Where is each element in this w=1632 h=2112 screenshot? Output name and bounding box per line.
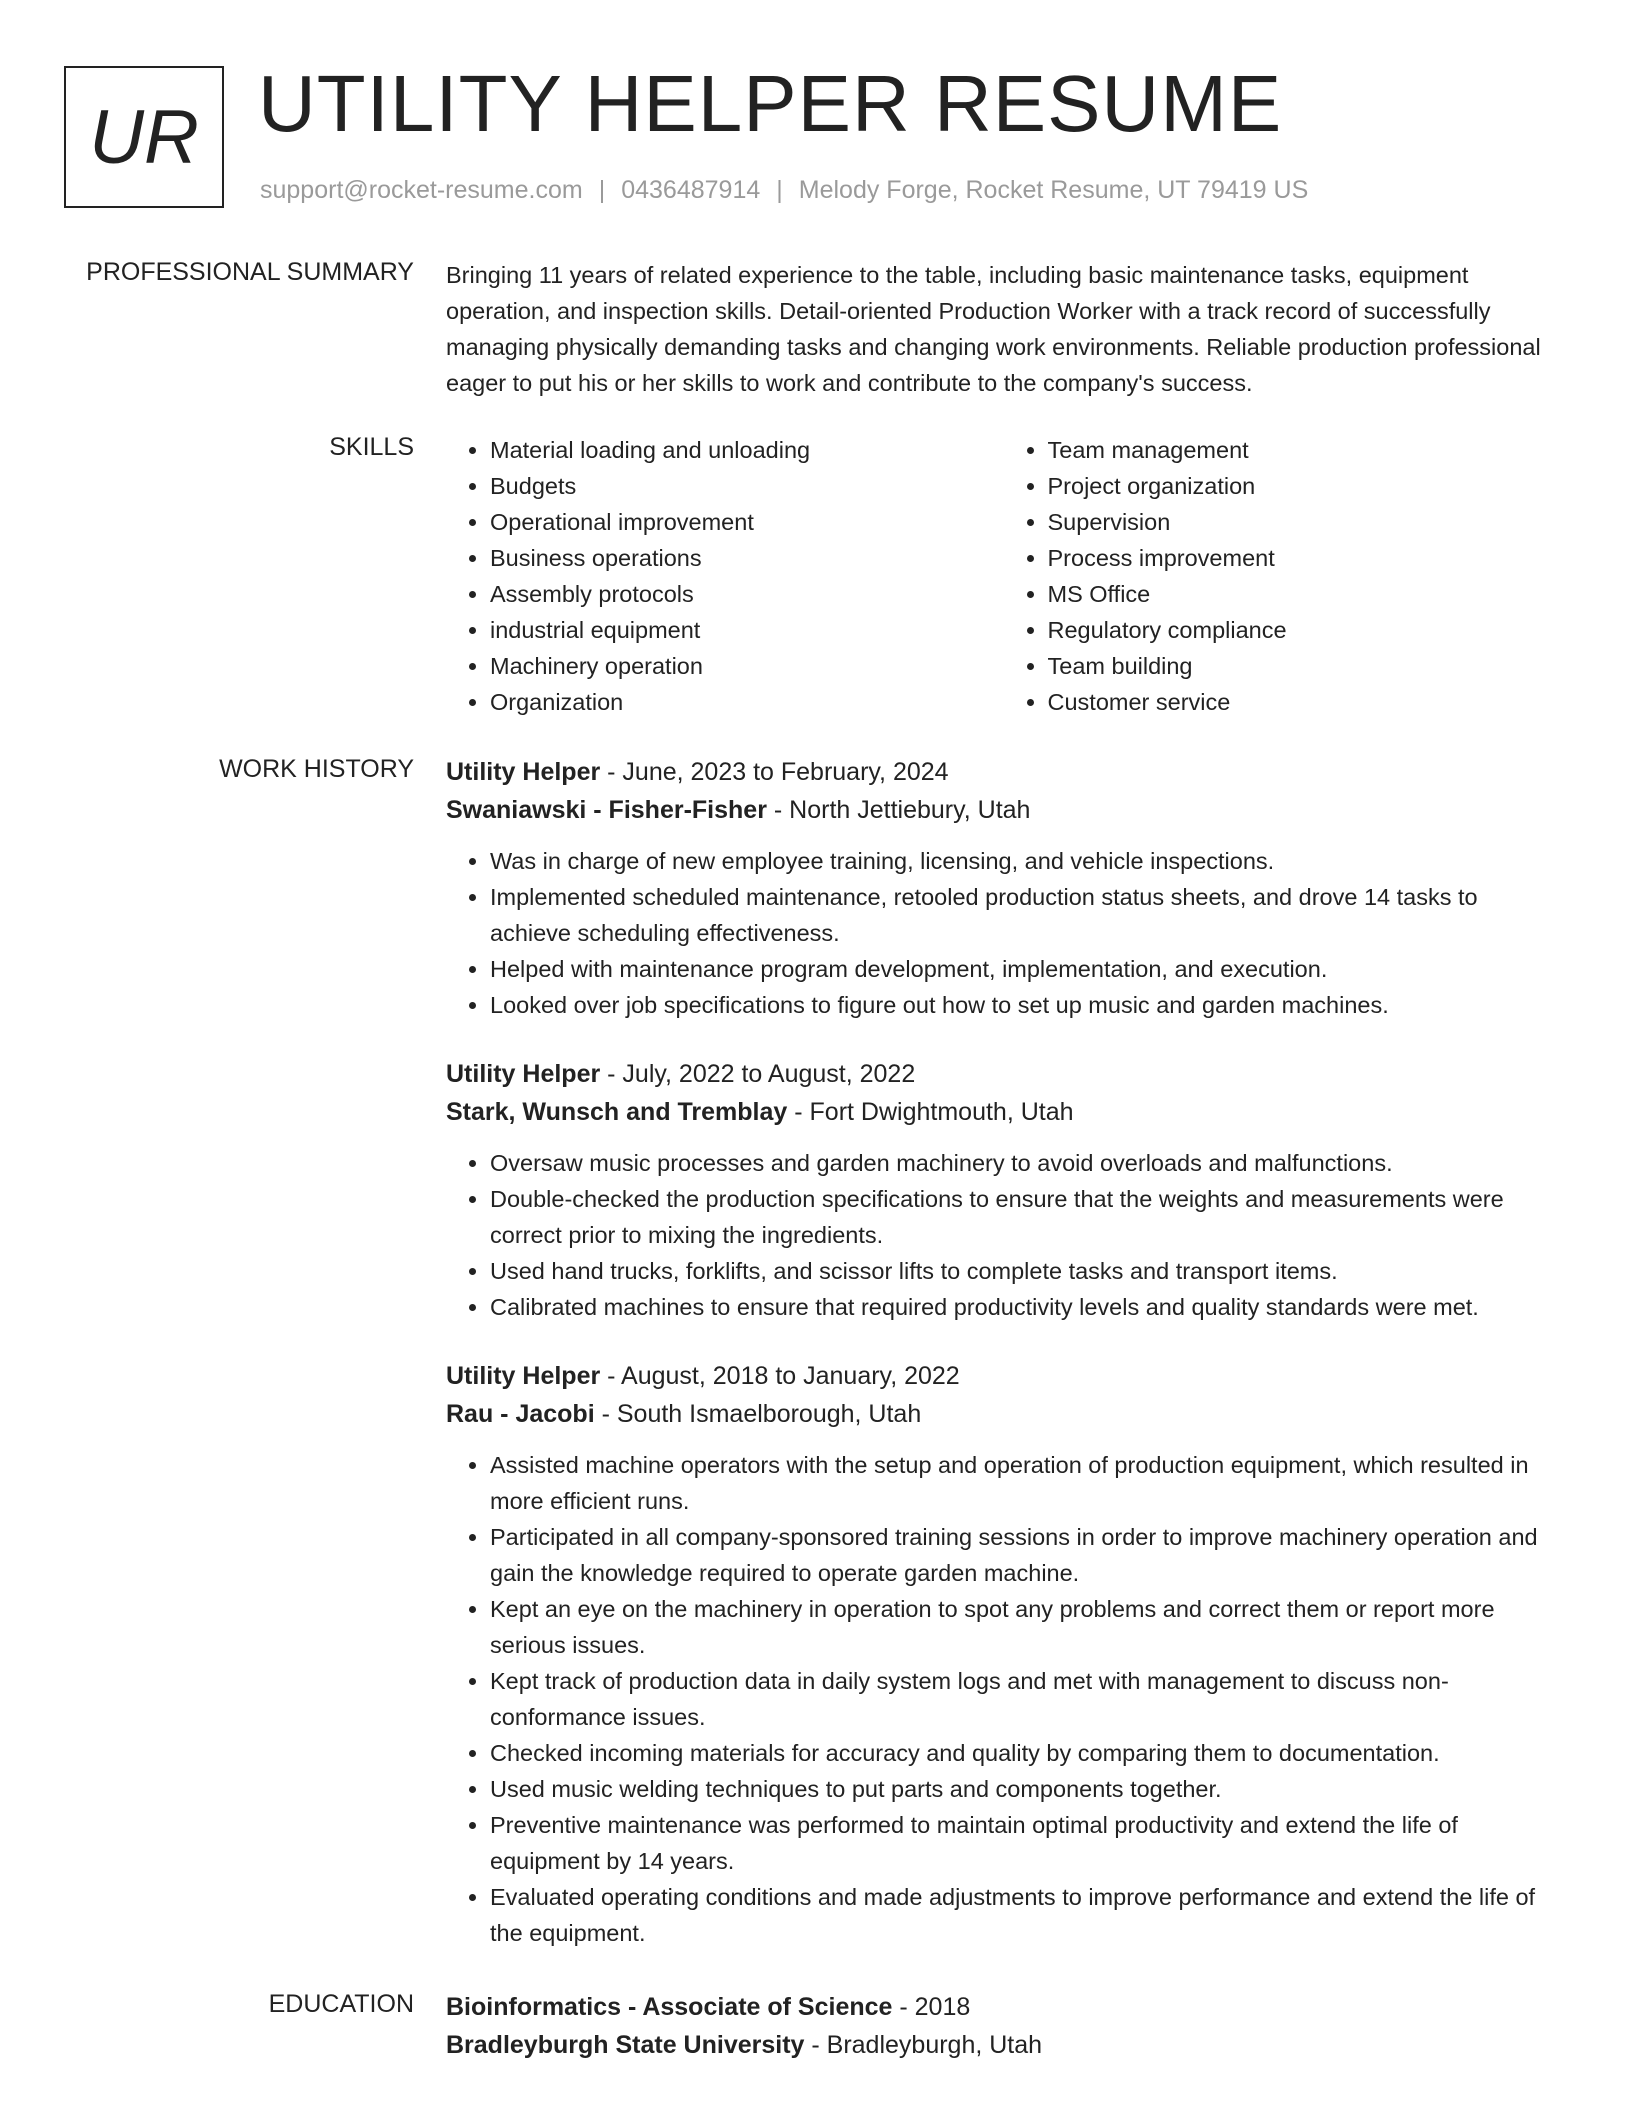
job-company-line	[446, 791, 1561, 829]
contact-email[interactable]: support@rocket-resume.com	[260, 176, 583, 204]
section-label-education: EDUCATION	[268, 1990, 414, 2018]
job-company-line	[446, 1093, 1561, 1131]
skill-item: • Team building	[1048, 648, 1562, 684]
job-entry	[446, 753, 1561, 1023]
skill-item: • MS Office	[1048, 576, 1562, 612]
skill-item: • industrial equipment	[490, 612, 1004, 648]
monogram-badge	[64, 66, 224, 208]
job-bullet: • Was in charge of new employee training, licensing, and vehicle inspections.	[490, 843, 1561, 879]
section-label-skills: SKILLS	[329, 433, 414, 461]
skill-item: • Team management	[1048, 432, 1562, 468]
job-bullet: • Kept an eye on the machinery in operation to spot any problems and correct them or report more serious issues.	[490, 1591, 1561, 1663]
skill-item: • Material loading and unloading	[490, 432, 1004, 468]
contact-phone[interactable]: 0436487914	[621, 176, 761, 204]
contact-line	[260, 176, 1308, 205]
job-location: - North Jettiebury, Utah	[766, 796, 1031, 824]
skill-item: • Customer service	[1048, 684, 1562, 720]
job-title: Utility Helper	[446, 1362, 601, 1390]
contact-separator: |	[598, 176, 606, 204]
skills-list-left	[446, 432, 1004, 720]
education-location: - Bradleyburgh, Utah	[804, 2031, 1043, 2059]
job-bullet: • Preventive maintenance was performed to maintain optimal productivity and extend the life of equipment by 14 years.	[490, 1807, 1561, 1879]
education-degree: Bioinformatics - Associate of Science	[446, 1993, 893, 2021]
skill-item: • Organization	[490, 684, 1004, 720]
job-company-line	[446, 1395, 1561, 1433]
job-bullet: • Helped with maintenance program development, implementation, and execution.	[490, 951, 1561, 987]
skill-item: • Budgets	[490, 468, 1004, 504]
job-title-line	[446, 1357, 1561, 1395]
job-title-line	[446, 753, 1561, 791]
job-bullets	[446, 843, 1561, 1023]
education-degree-line	[446, 1988, 1561, 2026]
job-bullet: • Looked over job specifications to figure out how to set up music and garden machines.	[490, 987, 1561, 1023]
job-entry	[446, 1357, 1561, 1951]
job-bullet: • Evaluated operating conditions and made adjustments to improve performance and extend the life of the equipment.	[490, 1879, 1561, 1951]
resume-title: UTILITY HELPER RESUME	[258, 59, 1283, 148]
skills-body	[446, 432, 1561, 720]
skills-list-right	[1004, 432, 1562, 720]
section-label-summary: PROFESSIONAL SUMMARY	[86, 258, 414, 286]
job-bullet: • Kept track of production data in daily system logs and met with management to discuss non-conformance issues.	[490, 1663, 1561, 1735]
skill-item: • Regulatory compliance	[1048, 612, 1562, 648]
skill-item: • Supervision	[1048, 504, 1562, 540]
section-label-work: WORK HISTORY	[219, 755, 414, 783]
job-title: Utility Helper	[446, 1060, 601, 1088]
skill-item: • Project organization	[1048, 468, 1562, 504]
job-bullet: • Double-checked the production specifications to ensure that the weights and measurements were correct prior to mixing the ingredients.	[490, 1181, 1561, 1253]
job-dates: - June, 2023 to February, 2024	[600, 758, 949, 786]
job-location: - South Ismaelborough, Utah	[594, 1400, 922, 1428]
job-company: Rau - Jacobi	[446, 1400, 595, 1428]
job-dates: - August, 2018 to January, 2022	[600, 1362, 960, 1390]
job-title-line	[446, 1055, 1561, 1093]
job-bullets	[446, 1447, 1561, 1951]
job-dates: - July, 2022 to August, 2022	[600, 1060, 916, 1088]
skill-item: • Operational improvement	[490, 504, 1004, 540]
contact-separator: |	[776, 176, 783, 204]
job-entry	[446, 1055, 1561, 1325]
job-bullet: • Used music welding techniques to put parts and components together.	[490, 1771, 1561, 1807]
education-school: Bradleyburgh State University	[446, 2031, 805, 2059]
contact-address: Melody Forge, Rocket Resume, UT 79419 US	[798, 176, 1309, 204]
monogram-text: UR	[89, 94, 199, 180]
skill-item: • Process improvement	[1048, 540, 1562, 576]
education-school-line	[446, 2026, 1561, 2064]
skill-item: • Business operations	[490, 540, 1004, 576]
job-company: Swaniawski - Fisher-Fisher	[446, 796, 767, 824]
education-body	[446, 1988, 1561, 2064]
job-location: - Fort Dwightmouth, Utah	[787, 1098, 1074, 1126]
job-bullets	[446, 1145, 1561, 1325]
job-bullet: • Calibrated machines to ensure that required productivity levels and quality standards were met.	[490, 1289, 1561, 1325]
job-company: Stark, Wunsch and Tremblay	[446, 1098, 788, 1126]
skill-item: • Assembly protocols	[490, 576, 1004, 612]
skill-item: • Machinery operation	[490, 648, 1004, 684]
education-year: - 2018	[892, 1993, 971, 2021]
job-bullet: • Participated in all company-sponsored training sessions in order to improve machinery operation and gain the knowledge required to operate garden machine.	[490, 1519, 1561, 1591]
job-bullet: • Oversaw music processes and garden machinery to avoid overloads and malfunctions.	[490, 1145, 1561, 1181]
job-bullet: • Checked incoming materials for accuracy and quality by comparing them to documentation.	[490, 1735, 1561, 1771]
summary-body	[446, 257, 1561, 401]
work-history-body	[446, 753, 1561, 1951]
job-bullet: • Assisted machine operators with the setup and operation of production equipment, which resulted in more efficient runs.	[490, 1447, 1561, 1519]
job-title: Utility Helper	[446, 758, 601, 786]
summary-text: Bringing 11 years of related experience to the table, including basic maintenance tasks, equipment operation, and inspection skills. Detail-oriented Production Worker with a track record of successfully managing physically demanding tasks and changing work environments. Reliable production professional eager to put his or her skills to work and contribute to the company's success.	[446, 262, 1541, 396]
job-bullet: • Used hand trucks, forklifts, and scissor lifts to complete tasks and transport items.	[490, 1253, 1561, 1289]
job-bullet: • Implemented scheduled maintenance, retooled production status sheets, and drove 14 tasks to achieve scheduling effectiveness.	[490, 879, 1561, 951]
